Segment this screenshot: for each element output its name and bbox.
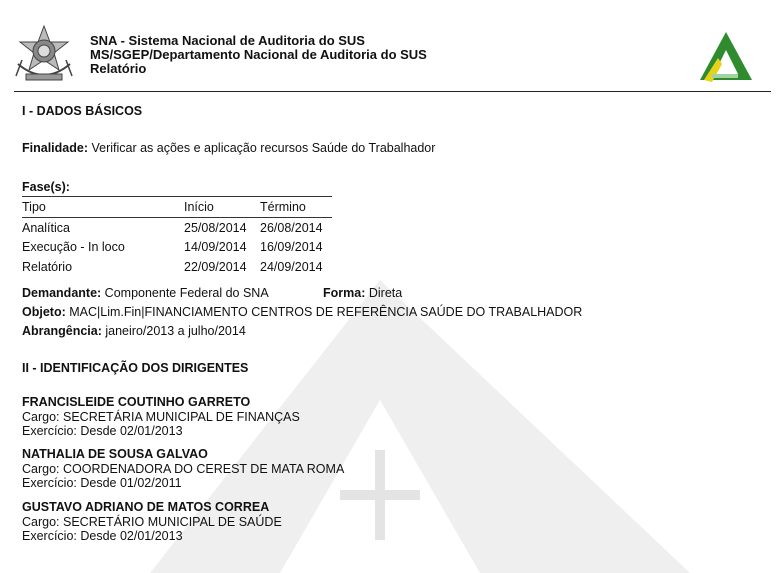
section-title-dirigentes: II - IDENTIFICAÇÃO DOS DIRIGENTES <box>22 361 249 375</box>
demandante-line <box>22 286 269 300</box>
header-department: MS/SGEP/Departamento Nacional de Auditoria do SUS <box>90 47 427 62</box>
abrangencia-label: Abrangência: <box>22 324 102 338</box>
column-header-tipo: Tipo <box>22 200 46 214</box>
demandante-label: Demandante: <box>22 286 102 300</box>
table-row <box>22 218 332 238</box>
phase-type: Execução - In loco <box>22 240 125 255</box>
finalidade-label: Finalidade: <box>22 141 88 155</box>
forma-line <box>323 286 402 300</box>
finalidade-value: Verificar as ações e aplicação recursos Saúde do Trabalhador <box>91 141 436 155</box>
person-exercicio: Exercício: Desde 02/01/2013 <box>22 529 183 543</box>
abrangencia-line <box>22 324 246 338</box>
header-system-name: SNA - Sistema Nacional de Auditoria do SUS <box>90 33 365 48</box>
phase-type: Analítica <box>22 220 70 235</box>
table-row <box>22 238 332 258</box>
list-item <box>22 447 344 491</box>
sna-triangle-logo-icon <box>696 30 754 84</box>
forma-value: Direta <box>368 286 403 300</box>
header-divider <box>14 91 771 92</box>
person-cargo: Cargo: SECRETÁRIA MUNICIPAL DE FINANÇAS <box>22 409 300 424</box>
phases-caption: Fase(s): <box>22 180 70 194</box>
phase-start: 22/09/2014 <box>184 259 247 274</box>
column-header-inicio: Início <box>184 200 214 214</box>
phase-end: 24/09/2014 <box>260 259 323 274</box>
brazil-coat-of-arms-seal-icon <box>12 24 76 84</box>
phase-type: Relatório <box>22 259 73 274</box>
objeto-line <box>22 305 582 319</box>
column-header-termino: Término <box>260 200 306 214</box>
person-exercicio: Exercício: Desde 01/02/2011 <box>22 476 182 490</box>
phases-table <box>22 180 332 277</box>
person-exercicio: Exercício: Desde 02/01/2013 <box>22 424 183 438</box>
section-title-dados-basicos: I - DADOS BÁSICOS <box>22 104 143 118</box>
phase-end: 26/08/2014 <box>260 220 323 235</box>
finalidade-line <box>22 141 435 155</box>
header-document-type: Relatório <box>90 61 147 76</box>
list-item <box>22 500 282 544</box>
list-item <box>22 395 300 439</box>
demandante-value: Componente Federal do SNA <box>104 286 269 300</box>
objeto-label: Objeto: <box>22 305 66 319</box>
forma-label: Forma: <box>323 286 366 300</box>
phase-start: 14/09/2014 <box>184 240 247 255</box>
person-cargo: Cargo: COORDENADORA DO CEREST DE MATA ROMA <box>22 461 345 476</box>
person-cargo: Cargo: SECRETÁRIO MUNICIPAL DE SAÚDE <box>22 514 282 529</box>
abrangencia-value: janeiro/2013 a julho/2014 <box>105 324 246 338</box>
phase-end: 16/09/2014 <box>260 240 323 255</box>
report-header <box>0 0 779 92</box>
objeto-value: MAC|Lim.Fin|FINANCIAMENTO CENTROS DE REFERÊNCIA SAÚDE DO TRABALHADOR <box>69 305 583 319</box>
phases-header-row <box>22 197 332 217</box>
person-name: GUSTAVO ADRIANO DE MATOS CORREA <box>22 500 270 514</box>
phase-start: 25/08/2014 <box>184 220 247 235</box>
table-row <box>22 257 332 277</box>
person-name: NATHALIA DE SOUSA GALVAO <box>22 447 208 461</box>
person-name: FRANCISLEIDE COUTINHO GARRETO <box>22 395 251 409</box>
